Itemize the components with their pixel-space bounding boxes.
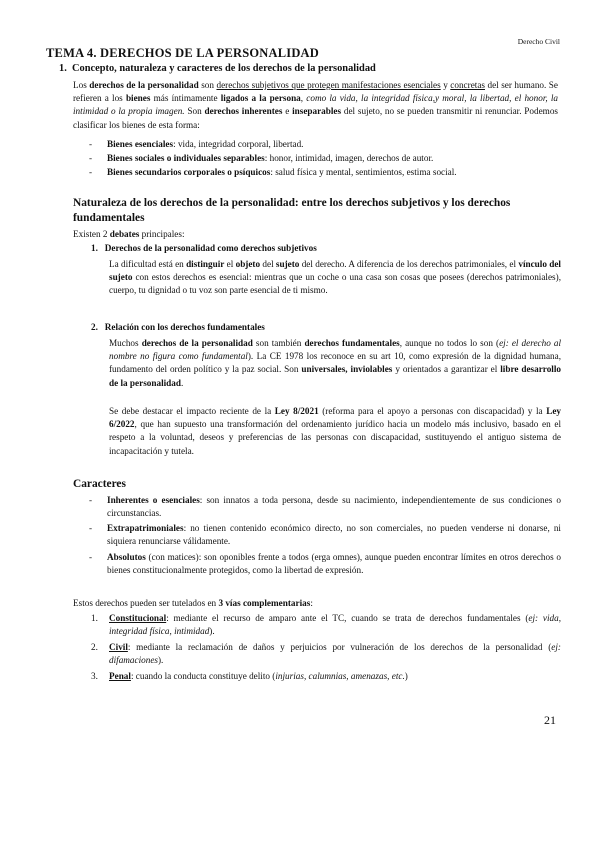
intro-paragraph: Los derechos de la personalidad son derechos subjetivos que protegen manifestaciones esenciales y concretas del ser humano. Se refieren a los bienes más íntimamente ligados a la persona, como la vida, la integridad física,y moral, la libertad, el honor, la intimidad o la propia imagen. Son derechos inherentes e inseparables del sujeto, no se pueden transmitir ni renunciar. Podemos clasificar los bienes de esta forma: bbox=[73, 80, 559, 130]
list-item: - Extrapatrimoniales: no tienen contenido económico directo, no son comerciales, no pueden venderse ni donarse, ni siquiera renunciarse válidamente. bbox=[89, 523, 561, 547]
debates-intro: Existen 2 debates principales: bbox=[73, 229, 185, 239]
item-paragraph: La dificultad está en distinguir el objeto del sujeto del derecho. A diferencia de los derechos patrimoniales, el vínculo del sujeto con estos derechos es esencial: mientras que un coche o una casa son cosas que posees (derechos patrimoniales), cuerpo, tu dignidad o tu voz son parte esencial de ti mismo. bbox=[109, 259, 561, 296]
list-item: - Inherentes o esenciales: son innatos a toda persona, desde su nacimiento, independientemente de sus condiciones o circunstancias. bbox=[89, 495, 561, 519]
subsection-heading: Naturaleza de los derechos de la personalidad: entre los derechos subjetivos y los derechos fundamentales bbox=[73, 197, 511, 224]
list-item: 1. Constitucional: mediante el recurso de amparo ante el TC, cuando se trata de derechos fundamentales (ej: vida, integridad física, intimidad). bbox=[91, 613, 562, 637]
section-number: 1. bbox=[59, 63, 67, 74]
list-item: 3. Penal: cuando la conducta constituye delito (injurias, calumnias, amenazas, etc.) bbox=[91, 671, 408, 681]
page-number: 21 bbox=[544, 713, 556, 727]
list-item: 2. Civil: mediante la reclamación de daños y perjuicios por vulneración de los derechos de la personalidad (ej: difamaciones). bbox=[91, 642, 561, 666]
tutela-intro: Estos derechos pueden ser tutelados en 3 vías complementarias: bbox=[73, 598, 313, 608]
numbered-heading: 2. Relación con los derechos fundamentales bbox=[91, 322, 265, 332]
section-heading bbox=[59, 63, 376, 74]
list-item: - Bienes esenciales: vida, integridad corporal, libertad. bbox=[89, 139, 304, 149]
running-header: Derecho Civil bbox=[517, 37, 560, 46]
section-heading-text: Concepto, naturaleza y caracteres de los derechos de la personalidad bbox=[72, 63, 376, 74]
item-paragraph: Muchos derechos de la personalidad son también derechos fundamentales, aunque no todos lo son (ej: el derecho al nombre no figura como fundamental). La CE 1978 los reconoce en su art 10, como expresión de la dignidad humana, fundamento del orden político y la paz social. Son universales, inviolables y orientados a garantizar el libre desarrollo de la personalidad. bbox=[109, 338, 562, 388]
chapter-title: TEMA 4. DERECHOS DE LA PERSONALIDAD bbox=[46, 46, 320, 60]
list-item: - Bienes secundarios corporales o psíquicos: salud física y mental, sentimientos, estima social. bbox=[89, 167, 457, 177]
numbered-heading: 1. Derechos de la personalidad como derechos subjetivos bbox=[91, 243, 317, 253]
list-item: - Absolutos (con matices): son oponibles frente a todos (erga omnes), aunque pueden encontrar límites en otros derechos o bienes constitucionalmente protegidos, como la libertad de expresión. bbox=[89, 552, 561, 576]
subsection-heading: Caracteres bbox=[73, 478, 126, 490]
list-item: - Bienes sociales o individuales separables: honor, intimidad, imagen, derechos de autor. bbox=[89, 153, 434, 163]
item-paragraph: Se debe destacar el impacto reciente de la Ley 8/2021 (reforma para el apoyo a personas con discapacidad) y la Ley 6/2022, que han supuesto una transformación del ordenamiento jurídico hacia un modelo más inclusivo, basado en el respeto a la voluntad, deseos y preferencias de las personas con discapacidad, sustituyendo el antiguo sistema de incapacitación y tutela. bbox=[109, 406, 561, 456]
